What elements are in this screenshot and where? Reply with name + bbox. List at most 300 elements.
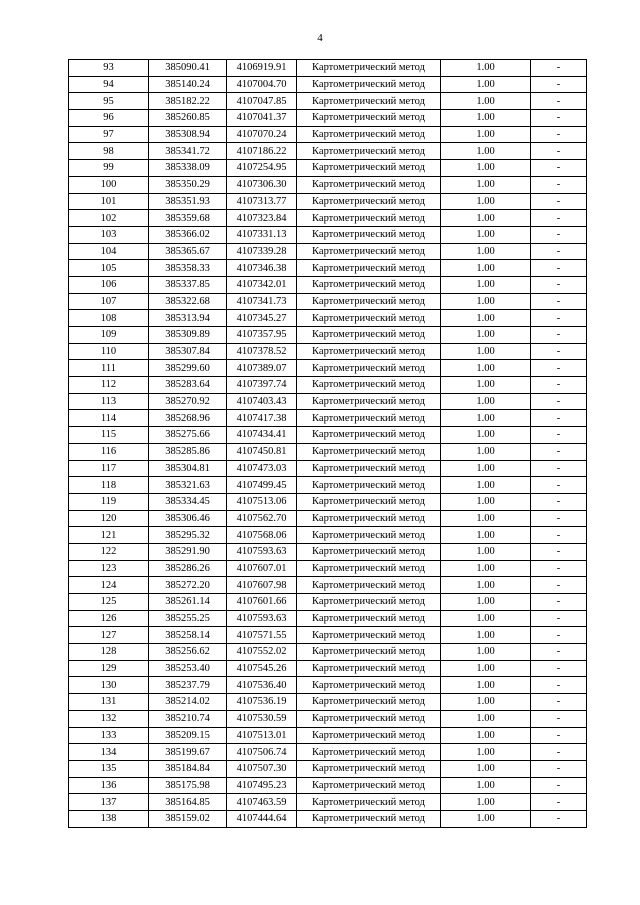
description-cell: - bbox=[531, 226, 587, 243]
description-cell: - bbox=[531, 644, 587, 661]
point-number-cell: 99 bbox=[69, 160, 149, 177]
table-row bbox=[69, 427, 587, 444]
description-cell: - bbox=[531, 410, 587, 427]
table-row bbox=[69, 410, 587, 427]
y-coordinate-cell: 4107507.30 bbox=[227, 760, 297, 777]
description-cell: - bbox=[531, 794, 587, 811]
description-cell: - bbox=[531, 293, 587, 310]
x-coordinate-cell: 385338.09 bbox=[149, 160, 227, 177]
table-row bbox=[69, 610, 587, 627]
point-number-cell: 116 bbox=[69, 443, 149, 460]
x-coordinate-cell: 385309.89 bbox=[149, 327, 227, 344]
accuracy-cell: 1.00 bbox=[441, 327, 531, 344]
table-row bbox=[69, 710, 587, 727]
x-coordinate-cell: 385304.81 bbox=[149, 460, 227, 477]
description-cell: - bbox=[531, 727, 587, 744]
accuracy-cell: 1.00 bbox=[441, 660, 531, 677]
x-coordinate-cell: 385256.62 bbox=[149, 644, 227, 661]
method-cell: Картометрический метод bbox=[297, 460, 441, 477]
description-cell: - bbox=[531, 210, 587, 227]
point-number-cell: 109 bbox=[69, 327, 149, 344]
accuracy-cell: 1.00 bbox=[441, 276, 531, 293]
accuracy-cell: 1.00 bbox=[441, 727, 531, 744]
table-row bbox=[69, 126, 587, 143]
description-cell: - bbox=[531, 527, 587, 544]
point-number-cell: 100 bbox=[69, 176, 149, 193]
point-number-cell: 102 bbox=[69, 210, 149, 227]
method-cell: Картометрический метод bbox=[297, 710, 441, 727]
method-cell: Картометрический метод bbox=[297, 327, 441, 344]
x-coordinate-cell: 385313.94 bbox=[149, 310, 227, 327]
y-coordinate-cell: 4107513.06 bbox=[227, 493, 297, 510]
y-coordinate-cell: 4107346.38 bbox=[227, 260, 297, 277]
method-cell: Картометрический метод bbox=[297, 210, 441, 227]
accuracy-cell: 1.00 bbox=[441, 677, 531, 694]
point-number-cell: 129 bbox=[69, 660, 149, 677]
method-cell: Картометрический метод bbox=[297, 627, 441, 644]
y-coordinate-cell: 4107306.30 bbox=[227, 176, 297, 193]
accuracy-cell: 1.00 bbox=[441, 410, 531, 427]
y-coordinate-cell: 4107568.06 bbox=[227, 527, 297, 544]
x-coordinate-cell: 385090.41 bbox=[149, 60, 227, 77]
page-number: 4 bbox=[317, 32, 323, 44]
point-number-cell: 134 bbox=[69, 744, 149, 761]
description-cell: - bbox=[531, 760, 587, 777]
method-cell: Картометрический метод bbox=[297, 293, 441, 310]
x-coordinate-cell: 385337.85 bbox=[149, 276, 227, 293]
y-coordinate-cell: 4107004.70 bbox=[227, 76, 297, 93]
point-number-cell: 112 bbox=[69, 377, 149, 394]
table-row bbox=[69, 493, 587, 510]
accuracy-cell: 1.00 bbox=[441, 143, 531, 160]
table-row bbox=[69, 527, 587, 544]
point-number-cell: 107 bbox=[69, 293, 149, 310]
method-cell: Картометрический метод bbox=[297, 276, 441, 293]
point-number-cell: 122 bbox=[69, 543, 149, 560]
x-coordinate-cell: 385209.15 bbox=[149, 727, 227, 744]
description-cell: - bbox=[531, 627, 587, 644]
accuracy-cell: 1.00 bbox=[441, 260, 531, 277]
y-coordinate-cell: 4107593.63 bbox=[227, 610, 297, 627]
accuracy-cell: 1.00 bbox=[441, 794, 531, 811]
method-cell: Картометрический метод bbox=[297, 110, 441, 127]
table-row bbox=[69, 477, 587, 494]
table-row bbox=[69, 510, 587, 527]
point-number-cell: 114 bbox=[69, 410, 149, 427]
table-row bbox=[69, 627, 587, 644]
y-coordinate-cell: 4107513.01 bbox=[227, 727, 297, 744]
y-coordinate-cell: 4107378.52 bbox=[227, 343, 297, 360]
y-coordinate-cell: 4107506.74 bbox=[227, 744, 297, 761]
y-coordinate-cell: 4107495.23 bbox=[227, 777, 297, 794]
accuracy-cell: 1.00 bbox=[441, 310, 531, 327]
x-coordinate-cell: 385175.98 bbox=[149, 777, 227, 794]
y-coordinate-cell: 4107571.55 bbox=[227, 627, 297, 644]
description-cell: - bbox=[531, 93, 587, 110]
point-number-cell: 96 bbox=[69, 110, 149, 127]
method-cell: Картометрический метод bbox=[297, 126, 441, 143]
x-coordinate-cell: 385159.02 bbox=[149, 810, 227, 827]
accuracy-cell: 1.00 bbox=[441, 810, 531, 827]
y-coordinate-cell: 4107339.28 bbox=[227, 243, 297, 260]
table-row bbox=[69, 360, 587, 377]
description-cell: - bbox=[531, 260, 587, 277]
x-coordinate-cell: 385182.22 bbox=[149, 93, 227, 110]
accuracy-cell: 1.00 bbox=[441, 577, 531, 594]
description-cell: - bbox=[531, 660, 587, 677]
method-cell: Картометрический метод bbox=[297, 393, 441, 410]
point-number-cell: 137 bbox=[69, 794, 149, 811]
y-coordinate-cell: 4107341.73 bbox=[227, 293, 297, 310]
y-coordinate-cell: 4107499.45 bbox=[227, 477, 297, 494]
method-cell: Картометрический метод bbox=[297, 310, 441, 327]
x-coordinate-cell: 385321.63 bbox=[149, 477, 227, 494]
accuracy-cell: 1.00 bbox=[441, 160, 531, 177]
x-coordinate-cell: 385275.66 bbox=[149, 427, 227, 444]
accuracy-cell: 1.00 bbox=[441, 560, 531, 577]
method-cell: Картометрический метод bbox=[297, 777, 441, 794]
x-coordinate-cell: 385306.46 bbox=[149, 510, 227, 527]
point-number-cell: 101 bbox=[69, 193, 149, 210]
y-coordinate-cell: 4107345.27 bbox=[227, 310, 297, 327]
point-number-cell: 128 bbox=[69, 644, 149, 661]
accuracy-cell: 1.00 bbox=[441, 760, 531, 777]
x-coordinate-cell: 385359.68 bbox=[149, 210, 227, 227]
accuracy-cell: 1.00 bbox=[441, 393, 531, 410]
method-cell: Картометрический метод bbox=[297, 176, 441, 193]
accuracy-cell: 1.00 bbox=[441, 60, 531, 77]
point-number-cell: 135 bbox=[69, 760, 149, 777]
method-cell: Картометрический метод bbox=[297, 543, 441, 560]
method-cell: Картометрический метод bbox=[297, 377, 441, 394]
table-row bbox=[69, 343, 587, 360]
point-number-cell: 113 bbox=[69, 393, 149, 410]
y-coordinate-cell: 4107047.85 bbox=[227, 93, 297, 110]
table-row bbox=[69, 677, 587, 694]
table-row bbox=[69, 93, 587, 110]
y-coordinate-cell: 4107357.95 bbox=[227, 327, 297, 344]
description-cell: - bbox=[531, 377, 587, 394]
description-cell: - bbox=[531, 460, 587, 477]
y-coordinate-cell: 4107601.66 bbox=[227, 594, 297, 611]
y-coordinate-cell: 4107463.59 bbox=[227, 794, 297, 811]
accuracy-cell: 1.00 bbox=[441, 710, 531, 727]
accuracy-cell: 1.00 bbox=[441, 377, 531, 394]
point-number-cell: 127 bbox=[69, 627, 149, 644]
x-coordinate-cell: 385199.67 bbox=[149, 744, 227, 761]
description-cell: - bbox=[531, 510, 587, 527]
x-coordinate-cell: 385270.92 bbox=[149, 393, 227, 410]
y-coordinate-cell: 4107562.70 bbox=[227, 510, 297, 527]
accuracy-cell: 1.00 bbox=[441, 627, 531, 644]
table-row bbox=[69, 460, 587, 477]
point-number-cell: 93 bbox=[69, 60, 149, 77]
accuracy-cell: 1.00 bbox=[441, 477, 531, 494]
description-cell: - bbox=[531, 60, 587, 77]
table-row bbox=[69, 377, 587, 394]
accuracy-cell: 1.00 bbox=[441, 110, 531, 127]
accuracy-cell: 1.00 bbox=[441, 777, 531, 794]
description-cell: - bbox=[531, 393, 587, 410]
method-cell: Картометрический метод bbox=[297, 410, 441, 427]
description-cell: - bbox=[531, 327, 587, 344]
description-cell: - bbox=[531, 76, 587, 93]
description-cell: - bbox=[531, 577, 587, 594]
y-coordinate-cell: 4107041.37 bbox=[227, 110, 297, 127]
accuracy-cell: 1.00 bbox=[441, 93, 531, 110]
description-cell: - bbox=[531, 276, 587, 293]
accuracy-cell: 1.00 bbox=[441, 193, 531, 210]
accuracy-cell: 1.00 bbox=[441, 360, 531, 377]
description-cell: - bbox=[531, 193, 587, 210]
y-coordinate-cell: 4107593.63 bbox=[227, 543, 297, 560]
description-cell: - bbox=[531, 710, 587, 727]
method-cell: Картометрический метод bbox=[297, 660, 441, 677]
description-cell: - bbox=[531, 143, 587, 160]
description-cell: - bbox=[531, 310, 587, 327]
x-coordinate-cell: 385308.94 bbox=[149, 126, 227, 143]
description-cell: - bbox=[531, 810, 587, 827]
accuracy-cell: 1.00 bbox=[441, 176, 531, 193]
description-cell: - bbox=[531, 360, 587, 377]
y-coordinate-cell: 4107323.84 bbox=[227, 210, 297, 227]
point-number-cell: 103 bbox=[69, 226, 149, 243]
point-number-cell: 131 bbox=[69, 694, 149, 711]
method-cell: Картометрический метод bbox=[297, 527, 441, 544]
table-row bbox=[69, 226, 587, 243]
accuracy-cell: 1.00 bbox=[441, 343, 531, 360]
description-cell: - bbox=[531, 560, 587, 577]
point-number-cell: 108 bbox=[69, 310, 149, 327]
method-cell: Картометрический метод bbox=[297, 477, 441, 494]
y-coordinate-cell: 4107536.19 bbox=[227, 694, 297, 711]
description-cell: - bbox=[531, 126, 587, 143]
method-cell: Картометрический метод bbox=[297, 577, 441, 594]
description-cell: - bbox=[531, 543, 587, 560]
table-row bbox=[69, 193, 587, 210]
table-row bbox=[69, 310, 587, 327]
x-coordinate-cell: 385261.14 bbox=[149, 594, 227, 611]
x-coordinate-cell: 385286.26 bbox=[149, 560, 227, 577]
y-coordinate-cell: 4107389.07 bbox=[227, 360, 297, 377]
point-number-cell: 98 bbox=[69, 143, 149, 160]
method-cell: Картометрический метод bbox=[297, 727, 441, 744]
description-cell: - bbox=[531, 176, 587, 193]
table-row bbox=[69, 176, 587, 193]
accuracy-cell: 1.00 bbox=[441, 243, 531, 260]
x-coordinate-cell: 385299.60 bbox=[149, 360, 227, 377]
accuracy-cell: 1.00 bbox=[441, 210, 531, 227]
accuracy-cell: 1.00 bbox=[441, 226, 531, 243]
description-cell: - bbox=[531, 160, 587, 177]
y-coordinate-cell: 4107403.43 bbox=[227, 393, 297, 410]
point-number-cell: 133 bbox=[69, 727, 149, 744]
description-cell: - bbox=[531, 777, 587, 794]
method-cell: Картометрический метод bbox=[297, 594, 441, 611]
x-coordinate-cell: 385140.24 bbox=[149, 76, 227, 93]
table-row bbox=[69, 243, 587, 260]
y-coordinate-cell: 4107186.22 bbox=[227, 143, 297, 160]
x-coordinate-cell: 385272.20 bbox=[149, 577, 227, 594]
method-cell: Картометрический метод bbox=[297, 243, 441, 260]
table-row bbox=[69, 260, 587, 277]
x-coordinate-cell: 385184.84 bbox=[149, 760, 227, 777]
y-coordinate-cell: 4107417.38 bbox=[227, 410, 297, 427]
y-coordinate-cell: 4107434.41 bbox=[227, 427, 297, 444]
description-cell: - bbox=[531, 694, 587, 711]
table-row bbox=[69, 644, 587, 661]
description-cell: - bbox=[531, 443, 587, 460]
table-row bbox=[69, 543, 587, 560]
method-cell: Картометрический метод bbox=[297, 510, 441, 527]
x-coordinate-cell: 385283.64 bbox=[149, 377, 227, 394]
point-number-cell: 105 bbox=[69, 260, 149, 277]
y-coordinate-cell: 4107607.98 bbox=[227, 577, 297, 594]
accuracy-cell: 1.00 bbox=[441, 744, 531, 761]
point-number-cell: 132 bbox=[69, 710, 149, 727]
method-cell: Картометрический метод bbox=[297, 794, 441, 811]
accuracy-cell: 1.00 bbox=[441, 644, 531, 661]
y-coordinate-cell: 4107473.03 bbox=[227, 460, 297, 477]
table-row bbox=[69, 443, 587, 460]
table-row bbox=[69, 594, 587, 611]
accuracy-cell: 1.00 bbox=[441, 293, 531, 310]
accuracy-cell: 1.00 bbox=[441, 427, 531, 444]
x-coordinate-cell: 385350.29 bbox=[149, 176, 227, 193]
method-cell: Картометрический метод bbox=[297, 610, 441, 627]
y-coordinate-cell: 4107313.77 bbox=[227, 193, 297, 210]
accuracy-cell: 1.00 bbox=[441, 510, 531, 527]
table-row bbox=[69, 794, 587, 811]
table-row bbox=[69, 327, 587, 344]
accuracy-cell: 1.00 bbox=[441, 126, 531, 143]
point-number-cell: 120 bbox=[69, 510, 149, 527]
method-cell: Картометрический метод bbox=[297, 810, 441, 827]
description-cell: - bbox=[531, 610, 587, 627]
method-cell: Картометрический метод bbox=[297, 644, 441, 661]
method-cell: Картометрический метод bbox=[297, 160, 441, 177]
point-number-cell: 110 bbox=[69, 343, 149, 360]
description-cell: - bbox=[531, 343, 587, 360]
y-coordinate-cell: 4107342.01 bbox=[227, 276, 297, 293]
x-coordinate-cell: 385295.32 bbox=[149, 527, 227, 544]
x-coordinate-cell: 385214.02 bbox=[149, 694, 227, 711]
point-number-cell: 117 bbox=[69, 460, 149, 477]
table-row bbox=[69, 143, 587, 160]
method-cell: Картометрический метод bbox=[297, 260, 441, 277]
table-row bbox=[69, 160, 587, 177]
point-number-cell: 95 bbox=[69, 93, 149, 110]
method-cell: Картометрический метод bbox=[297, 443, 441, 460]
point-number-cell: 111 bbox=[69, 360, 149, 377]
method-cell: Картометрический метод bbox=[297, 193, 441, 210]
y-coordinate-cell: 4107607.01 bbox=[227, 560, 297, 577]
y-coordinate-cell: 4107450.81 bbox=[227, 443, 297, 460]
x-coordinate-cell: 385334.45 bbox=[149, 493, 227, 510]
y-coordinate-cell: 4107536.40 bbox=[227, 677, 297, 694]
point-number-cell: 125 bbox=[69, 594, 149, 611]
y-coordinate-cell: 4107254.95 bbox=[227, 160, 297, 177]
method-cell: Картометрический метод bbox=[297, 677, 441, 694]
table-row bbox=[69, 60, 587, 77]
x-coordinate-cell: 385255.25 bbox=[149, 610, 227, 627]
y-coordinate-cell: 4107070.24 bbox=[227, 126, 297, 143]
point-number-cell: 118 bbox=[69, 477, 149, 494]
description-cell: - bbox=[531, 594, 587, 611]
table-row bbox=[69, 694, 587, 711]
table-row bbox=[69, 777, 587, 794]
method-cell: Картометрический метод bbox=[297, 560, 441, 577]
point-number-cell: 138 bbox=[69, 810, 149, 827]
x-coordinate-cell: 385260.85 bbox=[149, 110, 227, 127]
point-number-cell: 124 bbox=[69, 577, 149, 594]
x-coordinate-cell: 385358.33 bbox=[149, 260, 227, 277]
y-coordinate-cell: 4107530.59 bbox=[227, 710, 297, 727]
table-row bbox=[69, 810, 587, 827]
x-coordinate-cell: 385164.85 bbox=[149, 794, 227, 811]
x-coordinate-cell: 385258.14 bbox=[149, 627, 227, 644]
description-cell: - bbox=[531, 427, 587, 444]
method-cell: Картометрический метод bbox=[297, 760, 441, 777]
method-cell: Картометрический метод bbox=[297, 76, 441, 93]
method-cell: Картометрический метод bbox=[297, 744, 441, 761]
y-coordinate-cell: 4107552.02 bbox=[227, 644, 297, 661]
method-cell: Картометрический метод bbox=[297, 343, 441, 360]
accuracy-cell: 1.00 bbox=[441, 694, 531, 711]
table-row bbox=[69, 393, 587, 410]
y-coordinate-cell: 4107545.26 bbox=[227, 660, 297, 677]
x-coordinate-cell: 385237.79 bbox=[149, 677, 227, 694]
point-number-cell: 123 bbox=[69, 560, 149, 577]
accuracy-cell: 1.00 bbox=[441, 460, 531, 477]
table-row bbox=[69, 210, 587, 227]
table-row bbox=[69, 110, 587, 127]
point-number-cell: 106 bbox=[69, 276, 149, 293]
accuracy-cell: 1.00 bbox=[441, 76, 531, 93]
method-cell: Картометрический метод bbox=[297, 143, 441, 160]
point-number-cell: 94 bbox=[69, 76, 149, 93]
y-coordinate-cell: 4106919.91 bbox=[227, 60, 297, 77]
point-number-cell: 136 bbox=[69, 777, 149, 794]
table-row bbox=[69, 560, 587, 577]
y-coordinate-cell: 4107444.64 bbox=[227, 810, 297, 827]
method-cell: Картометрический метод bbox=[297, 493, 441, 510]
table-row bbox=[69, 760, 587, 777]
point-number-cell: 130 bbox=[69, 677, 149, 694]
point-number-cell: 126 bbox=[69, 610, 149, 627]
table-row bbox=[69, 727, 587, 744]
x-coordinate-cell: 385307.84 bbox=[149, 343, 227, 360]
table-body bbox=[69, 60, 587, 828]
x-coordinate-cell: 385351.93 bbox=[149, 193, 227, 210]
method-cell: Картометрический метод bbox=[297, 60, 441, 77]
table-row bbox=[69, 577, 587, 594]
x-coordinate-cell: 385365.67 bbox=[149, 243, 227, 260]
x-coordinate-cell: 385210.74 bbox=[149, 710, 227, 727]
description-cell: - bbox=[531, 243, 587, 260]
method-cell: Картометрический метод bbox=[297, 226, 441, 243]
x-coordinate-cell: 385366.02 bbox=[149, 226, 227, 243]
method-cell: Картометрический метод bbox=[297, 93, 441, 110]
description-cell: - bbox=[531, 744, 587, 761]
accuracy-cell: 1.00 bbox=[441, 610, 531, 627]
method-cell: Картометрический метод bbox=[297, 694, 441, 711]
accuracy-cell: 1.00 bbox=[441, 493, 531, 510]
y-coordinate-cell: 4107331.13 bbox=[227, 226, 297, 243]
table-row bbox=[69, 293, 587, 310]
method-cell: Картометрический метод bbox=[297, 360, 441, 377]
table-row bbox=[69, 76, 587, 93]
